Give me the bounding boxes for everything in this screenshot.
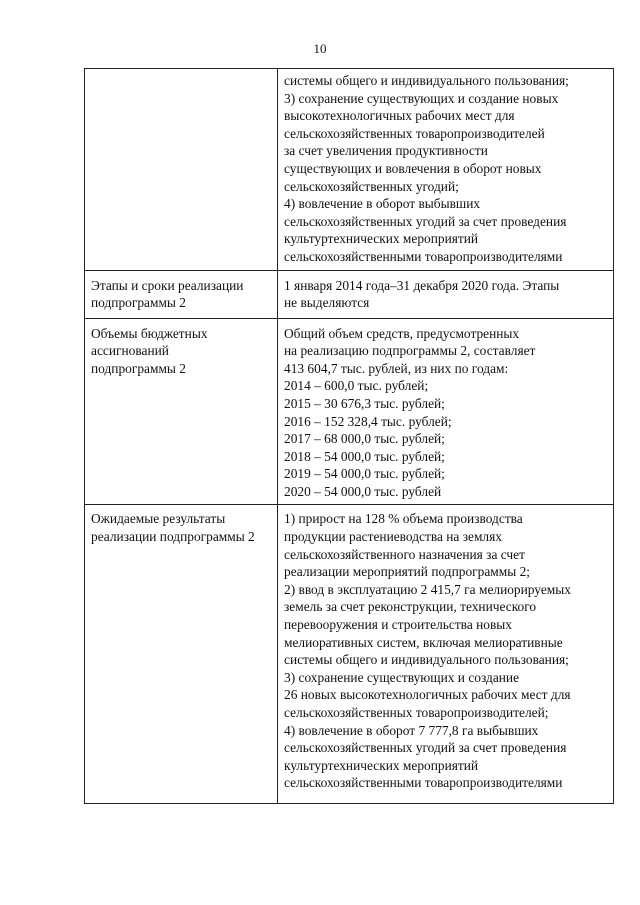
row-content-line: 4) вовлечение в оборот выбывших <box>284 196 481 212</box>
row-content-line: 2014 – 600,0 тыс. рублей; <box>284 378 429 394</box>
subprogram-passport-table <box>84 68 614 804</box>
row-content-line: 3) сохранение существующих и создание <box>284 669 520 685</box>
row-content-cell <box>278 69 614 271</box>
row-label-line: подпрограммы 2 <box>91 295 186 311</box>
row-content-line: 2016 – 152 328,4 тыс. рублей; <box>284 413 452 429</box>
table-row-stages-and-terms <box>85 270 614 318</box>
row-label-line: Этапы и сроки реализации <box>91 277 244 293</box>
row-content-line: 2017 – 68 000,0 тыс. рублей; <box>284 431 445 447</box>
row-label-line: ассигнований <box>91 343 169 359</box>
row-label-line: Ожидаемые результаты <box>91 511 226 527</box>
row-content-cell <box>278 505 614 804</box>
row-content-line: мелиоративных систем, включая мелиоративные <box>284 634 563 650</box>
row-content-line: 3) сохранение существующих и создание новых <box>284 90 559 106</box>
table-row-goals-continued <box>85 69 614 271</box>
row-content-line: 2020 – 54 000,0 тыс. рублей <box>284 483 442 499</box>
row-content-line: культуртехнических мероприятий <box>284 231 479 247</box>
row-content-line: 1 января 2014 года–31 декабря 2020 года. Этапы <box>284 277 560 293</box>
row-content-line: земель за счет реконструкции, технического <box>284 599 537 615</box>
row-content-line: реализации мероприятий подпрограммы 2; <box>284 564 531 580</box>
row-content-line: существующих и вовлечения в оборот новых <box>284 160 542 176</box>
row-content-line: 4) вовлечение в оборот 7 777,8 га выбывших <box>284 722 539 738</box>
table-row-expected-results <box>85 505 614 804</box>
row-content-line: сельскохозяйственными товаропроизводителями <box>284 248 563 264</box>
row-content-line: на реализацию подпрограммы 2, составляет <box>284 343 536 359</box>
row-content-line: сельскохозяйственных угодий за счет проведения <box>284 740 567 756</box>
row-content-line: сельскохозяйственного назначения за счет <box>284 546 525 562</box>
row-content-cell <box>278 318 614 505</box>
row-content-line: сельскохозяйственными товаропроизводителями <box>284 775 563 791</box>
row-content-line: 413 604,7 тыс. рублей, из них по годам: <box>284 360 509 376</box>
row-content-line: 2015 – 30 676,3 тыс. рублей; <box>284 395 445 411</box>
row-content-line: перевооружения и строительства новых <box>284 617 512 633</box>
page-number: 10 <box>313 41 327 56</box>
row-content-line: продукции растениеводства на землях <box>284 529 502 545</box>
row-content-line: культуртехнических мероприятий <box>284 757 479 773</box>
row-content-line: сельскохозяйственных угодий за счет проведения <box>284 213 567 229</box>
row-content-line: Общий объем средств, предусмотренных <box>284 325 520 341</box>
row-content-line: 2) ввод в эксплуатацию 2 415,7 га мелиорируемых <box>284 581 571 597</box>
row-content-cell <box>278 270 614 318</box>
row-content-line: 26 новых высокотехнологичных рабочих мест для <box>284 687 571 703</box>
row-content-line: 2018 – 54 000,0 тыс. рублей; <box>284 448 445 464</box>
row-label-cell <box>85 318 278 505</box>
row-label-line: Объемы бюджетных <box>91 325 208 341</box>
row-label-cell <box>85 69 278 271</box>
row-label-line: подпрограммы 2 <box>91 360 186 376</box>
row-content-line: системы общего и индивидуального пользования; <box>284 73 569 88</box>
row-label-cell <box>85 270 278 318</box>
row-content-line: высокотехнологичных рабочих мест для <box>284 108 515 124</box>
row-content-line: системы общего и индивидуального пользования; <box>284 652 569 668</box>
row-content-line: не выделяются <box>284 295 370 311</box>
row-content-line: сельскохозяйственных товаропроизводителей; <box>284 705 549 720</box>
row-content-line: 2019 – 54 000,0 тыс. рублей; <box>284 466 445 482</box>
row-content-line: 1) прирост на 128 % объема производства <box>284 511 523 527</box>
row-content-line: за счет увеличения продуктивности <box>284 143 488 159</box>
row-label-line: реализации подпрограммы 2 <box>91 529 255 545</box>
table-row-budget-allocations <box>85 318 614 505</box>
row-content-line: сельскохозяйственных товаропроизводителей <box>284 125 545 141</box>
row-label-cell <box>85 505 278 804</box>
row-content-line: сельскохозяйственных угодий; <box>284 178 459 194</box>
